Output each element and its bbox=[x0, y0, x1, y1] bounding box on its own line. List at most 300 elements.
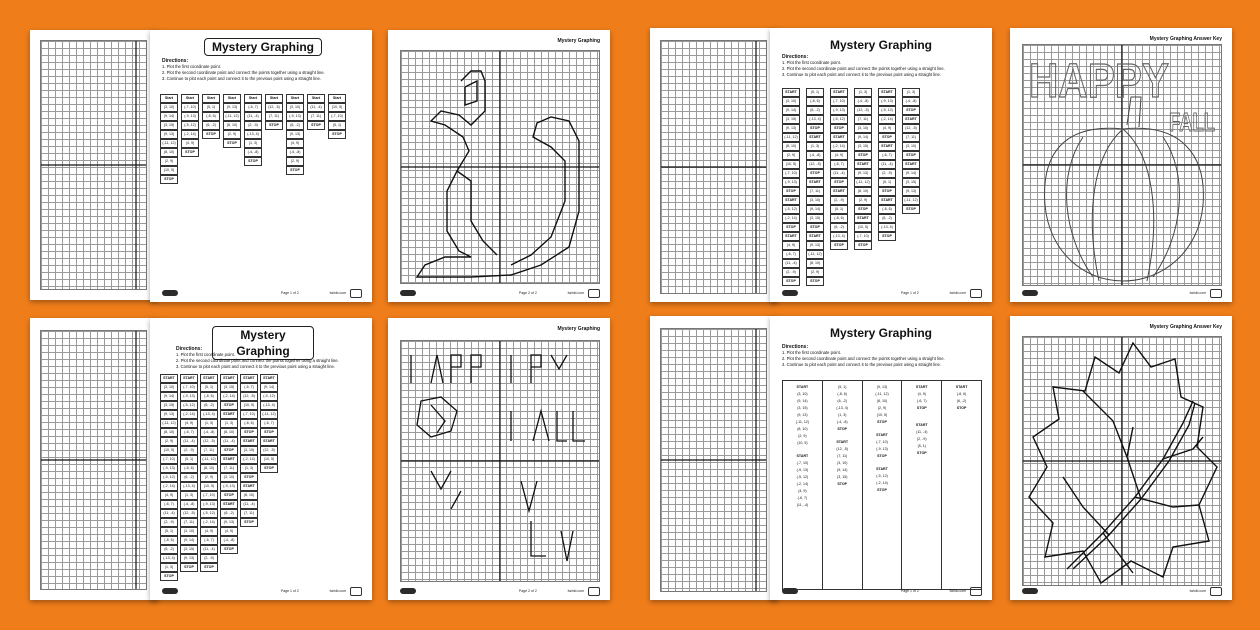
coord-cell: (10, 5) bbox=[854, 223, 872, 232]
start-cell: START bbox=[830, 88, 848, 97]
coord-cell: (3, 10) bbox=[902, 142, 920, 151]
coord-cell: (-4, -8) bbox=[180, 500, 198, 509]
coord-cell: (-5, 12) bbox=[200, 509, 218, 518]
coord-cell: (-2, 14) bbox=[796, 482, 809, 486]
coord-cell: (-2, 14) bbox=[180, 410, 198, 419]
coord-cell: (1, 3) bbox=[180, 491, 198, 500]
coord-cell: (6, -2) bbox=[956, 399, 967, 403]
start-cell: START bbox=[796, 454, 809, 458]
direction-step-3: 3. Continue to plot each point and connect it to the previous point using a straight line. bbox=[782, 362, 941, 367]
stop-cell: STOP bbox=[160, 572, 178, 581]
coord-cell: (12, -5) bbox=[240, 392, 258, 401]
coord-cell: (-5, 12) bbox=[782, 205, 800, 214]
stop-cell: STOP bbox=[806, 124, 824, 133]
page-number: Page 2 of 2 bbox=[518, 589, 537, 593]
coordinate-grid bbox=[40, 40, 147, 290]
directions-heading: Directions: bbox=[782, 344, 809, 350]
brand-logo-icon bbox=[400, 290, 416, 296]
stop-cell: STOP bbox=[830, 241, 848, 250]
page-number: Page 1 of 2 bbox=[900, 291, 919, 295]
stop-cell: STOP bbox=[806, 169, 824, 178]
start-cell: START bbox=[902, 115, 920, 124]
start-cell: Start bbox=[244, 94, 262, 103]
coord-cell: (-6, 7) bbox=[916, 399, 927, 403]
coord-cell: (10, 5) bbox=[160, 446, 178, 455]
start-cell: START bbox=[902, 160, 920, 169]
page-title: Mystery Graphing bbox=[212, 326, 314, 360]
stop-cell: STOP bbox=[854, 241, 872, 250]
coord-cell: (4, 9) bbox=[830, 151, 848, 160]
stop-cell: STOP bbox=[200, 563, 218, 572]
stop-cell: STOP bbox=[830, 124, 848, 133]
answer-page-leaf bbox=[1010, 316, 1232, 600]
start-cell: Start bbox=[307, 94, 325, 103]
coord-cell: (2, 9) bbox=[200, 473, 218, 482]
coord-cell: (3, 15) bbox=[782, 115, 800, 124]
start-cell: START bbox=[878, 88, 896, 97]
badge-icon bbox=[588, 587, 600, 596]
coord-cell: (-8, 6) bbox=[806, 97, 824, 106]
coord-cell: (5, 1) bbox=[830, 205, 848, 214]
direction-step-3: 3. Continue to plot each point and connect it to the previous point using a straight line. bbox=[162, 76, 321, 81]
coord-cell: (4, 9) bbox=[200, 527, 218, 536]
stop-cell: STOP bbox=[878, 187, 896, 196]
coord-cell: (3, 15) bbox=[160, 121, 178, 130]
coord-cell: (-2, 14) bbox=[160, 482, 178, 491]
stop-cell: STOP bbox=[782, 277, 800, 286]
coordinate-grid bbox=[1022, 336, 1222, 586]
coord-cell: (2, -9) bbox=[878, 169, 896, 178]
page-footer bbox=[156, 588, 366, 596]
start-cell: START bbox=[830, 133, 848, 142]
page-footer bbox=[776, 290, 986, 298]
stop-cell: STOP bbox=[902, 151, 920, 160]
stop-cell: STOP bbox=[202, 130, 220, 139]
start-cell: START bbox=[878, 196, 896, 205]
coord-cell: (-4, -8) bbox=[902, 97, 920, 106]
coord-cell: (2, 9) bbox=[223, 130, 241, 139]
coord-cell: (7, 11) bbox=[200, 446, 218, 455]
coord-column bbox=[160, 94, 178, 184]
coord-cell: (1, 3) bbox=[240, 464, 258, 473]
coord-cell: (4, 9) bbox=[180, 419, 198, 428]
stop-cell: STOP bbox=[260, 464, 278, 473]
stop-cell: STOP bbox=[916, 451, 927, 455]
coord-column bbox=[782, 88, 800, 286]
stop-cell: STOP bbox=[877, 488, 887, 492]
coord-cell: (2, -9) bbox=[180, 446, 198, 455]
start-cell: START bbox=[830, 187, 848, 196]
coord-cell: (2, 9) bbox=[798, 434, 807, 438]
coord-cell: (10, 5) bbox=[797, 441, 808, 445]
coord-cell: (-7, 10) bbox=[782, 169, 800, 178]
coord-column bbox=[244, 94, 262, 184]
coord-cell: (11, -4) bbox=[244, 112, 262, 121]
coord-cell: (11, -4) bbox=[878, 160, 896, 169]
coord-cell: (3, 10) bbox=[782, 97, 800, 106]
start-cell: START bbox=[200, 374, 218, 383]
coord-cell: (3, 15) bbox=[180, 545, 198, 554]
coord-cell: (1, 3) bbox=[160, 563, 178, 572]
coord-cell: (3, 15) bbox=[240, 446, 258, 455]
start-cell: START bbox=[854, 214, 872, 223]
start-cell: START bbox=[782, 196, 800, 205]
coord-cell: (9, 14) bbox=[797, 399, 808, 403]
coord-column bbox=[942, 381, 981, 589]
coord-cell: (2, -9) bbox=[782, 268, 800, 277]
coord-cell: (12, -5) bbox=[806, 160, 824, 169]
coord-cell: (11, -4) bbox=[200, 545, 218, 554]
coord-cell: (-4, -8) bbox=[200, 428, 218, 437]
coord-cell: (-2, 14) bbox=[220, 392, 238, 401]
worksheet-page-back-3 bbox=[650, 28, 778, 302]
coord-cell: (-4, -8) bbox=[244, 148, 262, 157]
coord-cell: (2, 9) bbox=[806, 268, 824, 277]
coord-cell: (7, 11) bbox=[180, 518, 198, 527]
page-number: Page 1 of 2 bbox=[280, 291, 299, 295]
coordinate-table bbox=[160, 94, 346, 184]
direction-step-3: 3. Continue to plot each point and connect it to the previous point using a straight line. bbox=[176, 364, 335, 369]
grid-axes bbox=[41, 41, 146, 289]
badge-icon bbox=[350, 587, 362, 596]
start-cell: START bbox=[915, 423, 928, 427]
coord-cell: (-11, 12) bbox=[902, 196, 920, 205]
coord-cell: (-6, 7) bbox=[260, 419, 278, 428]
coord-cell: (3, 10) bbox=[854, 124, 872, 133]
start-cell: Start bbox=[223, 94, 241, 103]
coord-cell: (-11, 12) bbox=[260, 410, 278, 419]
coord-cell: (-11, 12) bbox=[854, 178, 872, 187]
coord-cell: (-8, 6) bbox=[837, 392, 847, 396]
coord-cell: (-13, 4) bbox=[244, 130, 262, 139]
answer-page-pumpkin bbox=[1010, 28, 1232, 302]
coord-cell: (-13, 4) bbox=[830, 232, 848, 241]
coord-cell: (11, -4) bbox=[220, 437, 238, 446]
stop-cell: STOP bbox=[916, 406, 927, 410]
coord-cell: (2, 9) bbox=[782, 151, 800, 160]
stop-cell: STOP bbox=[240, 428, 258, 437]
coord-cell: (5, 1) bbox=[917, 444, 926, 448]
start-cell: START bbox=[796, 385, 809, 389]
coord-cell: (-5, 12) bbox=[796, 475, 809, 479]
coord-cell: (7, 11) bbox=[265, 112, 283, 121]
site-url: twinkl.com bbox=[1189, 589, 1206, 593]
coordinate-grid bbox=[1022, 44, 1222, 286]
coord-cell: (12, -5) bbox=[260, 446, 278, 455]
coord-cell: (-11, 12) bbox=[875, 392, 889, 396]
coord-cell: (6, -2) bbox=[806, 106, 824, 115]
coord-cell: (8, 10) bbox=[223, 121, 241, 130]
coord-cell: (-8, 6) bbox=[180, 464, 198, 473]
coord-cell: (7, 11) bbox=[854, 115, 872, 124]
coord-cell: (12, -5) bbox=[180, 509, 198, 518]
coord-cell: (9, 13) bbox=[854, 169, 872, 178]
page-footer bbox=[1016, 588, 1226, 596]
coord-cell: (2, 9) bbox=[854, 196, 872, 205]
coord-cell: (10, 5) bbox=[160, 166, 178, 175]
stop-cell: STOP bbox=[830, 178, 848, 187]
worksheet-page-back-4 bbox=[650, 316, 778, 600]
coord-cell: (3, 10) bbox=[220, 473, 238, 482]
coord-cell: (-6, 7) bbox=[240, 383, 258, 392]
coord-cell: (-11, 12) bbox=[200, 455, 218, 464]
coord-cell: (8, 10) bbox=[200, 464, 218, 473]
coord-cell: (11, -4) bbox=[782, 259, 800, 268]
coord-cell: (2, -9) bbox=[830, 196, 848, 205]
coord-cell: (6, -2) bbox=[180, 473, 198, 482]
grid-axes bbox=[661, 41, 766, 293]
coord-cell: (1, 3) bbox=[244, 139, 262, 148]
coord-column bbox=[863, 381, 903, 589]
coord-cell: (5, 1) bbox=[180, 455, 198, 464]
page-footer bbox=[1016, 290, 1226, 298]
direction-step-1: 1. Plot the first coordinate point. bbox=[162, 64, 221, 69]
coord-cell: (7, 11) bbox=[307, 112, 325, 121]
stop-cell: STOP bbox=[782, 187, 800, 196]
coord-cell: (11, -4) bbox=[830, 169, 848, 178]
coord-cell: (-6, 7) bbox=[797, 496, 808, 500]
coordinate-grid bbox=[660, 328, 767, 592]
coord-cell: (-2, 14) bbox=[830, 142, 848, 151]
coord-cell: (3, 15) bbox=[902, 178, 920, 187]
stop-cell: STOP bbox=[806, 223, 824, 232]
brand-logo-icon bbox=[782, 588, 798, 594]
coord-cell: (-4, -8) bbox=[854, 97, 872, 106]
start-cell: START bbox=[220, 374, 238, 383]
coord-cell: (-7, 10) bbox=[876, 440, 888, 444]
coord-cell: (7, 11) bbox=[837, 454, 848, 458]
directions bbox=[176, 346, 339, 370]
coord-cell: (1, 3) bbox=[806, 142, 824, 151]
brand-logo-icon bbox=[1022, 588, 1038, 594]
coord-cell: (4, 9) bbox=[160, 491, 178, 500]
coord-cell: (3, 10) bbox=[797, 392, 808, 396]
coord-cell: (-9, 13) bbox=[286, 112, 304, 121]
coord-cell: (6, -2) bbox=[220, 509, 238, 518]
coord-cell: (4, 9) bbox=[798, 489, 807, 493]
coord-cell: (-7, 10) bbox=[181, 103, 199, 112]
coord-cell: (-8, 6) bbox=[956, 392, 967, 396]
site-url: twinkl.com bbox=[949, 589, 966, 593]
worksheet-page-1 bbox=[150, 30, 372, 302]
stop-cell: STOP bbox=[220, 545, 238, 554]
coord-cell: (11, -4) bbox=[160, 509, 178, 518]
coord-cell: (12, -5) bbox=[836, 447, 848, 451]
coord-column bbox=[180, 374, 198, 581]
coord-cell: (-7, 10) bbox=[160, 455, 178, 464]
coord-cell: (-2, 14) bbox=[876, 481, 888, 485]
coord-cell: (-5, 12) bbox=[180, 401, 198, 410]
coord-cell: (9, 14) bbox=[902, 169, 920, 178]
coord-cell: (3, 10) bbox=[806, 196, 824, 205]
coord-cell: (-5, 12) bbox=[876, 474, 888, 478]
page-footer bbox=[394, 290, 604, 298]
stop-cell: STOP bbox=[854, 205, 872, 214]
coord-cell: (-9, 13) bbox=[796, 468, 809, 472]
coord-cell: (-8, 6) bbox=[830, 214, 848, 223]
answer-page-squirrel bbox=[388, 30, 610, 302]
stop-cell: STOP bbox=[877, 420, 887, 424]
stop-cell: STOP bbox=[240, 473, 258, 482]
start-cell: START bbox=[260, 437, 278, 446]
stop-cell: STOP bbox=[902, 205, 920, 214]
coord-cell: (-8, 6) bbox=[878, 205, 896, 214]
coord-cell: (9, 14) bbox=[782, 106, 800, 115]
coord-cell: (5, 1) bbox=[160, 527, 178, 536]
coord-cell: (10, 5) bbox=[328, 103, 346, 112]
start-cell: START bbox=[782, 232, 800, 241]
directions bbox=[782, 344, 945, 368]
coord-cell: (4, 9) bbox=[878, 124, 896, 133]
directions-heading: Directions: bbox=[162, 58, 189, 64]
coord-cell: (9, 13) bbox=[220, 518, 238, 527]
stop-cell: STOP bbox=[878, 133, 896, 142]
coord-cell: (-8, 6) bbox=[202, 112, 220, 121]
coord-cell: (12, -5) bbox=[200, 437, 218, 446]
coord-cell: (5, 1) bbox=[202, 103, 220, 112]
coord-cell: (-8, 6) bbox=[240, 419, 258, 428]
direction-step-2: 2. Plot the second coordinate point and connect the points together using a straight line. bbox=[176, 358, 339, 363]
stop-cell: STOP bbox=[260, 428, 278, 437]
coord-cell: (11, -4) bbox=[307, 103, 325, 112]
coord-cell: (-9, 13) bbox=[830, 106, 848, 115]
coord-cell: (10, 5) bbox=[240, 401, 258, 410]
stop-cell: STOP bbox=[223, 139, 241, 148]
coord-cell: (10, 5) bbox=[876, 413, 888, 417]
coord-cell: (-13, 4) bbox=[180, 482, 198, 491]
coord-cell: (-11, 12) bbox=[223, 112, 241, 121]
coord-cell: (-11, 12) bbox=[806, 250, 824, 259]
coord-column bbox=[160, 374, 178, 581]
coord-column bbox=[220, 374, 238, 581]
coord-cell: (-2, 14) bbox=[878, 115, 896, 124]
coord-cell: (8, 10) bbox=[220, 428, 238, 437]
coord-cell: (-5, 12) bbox=[260, 392, 278, 401]
brand-logo-icon bbox=[162, 588, 178, 594]
coord-cell: (8, 10) bbox=[782, 142, 800, 151]
directions bbox=[162, 58, 325, 82]
coord-cell: (-5, 12) bbox=[181, 121, 199, 130]
badge-icon bbox=[970, 289, 982, 298]
start-cell: START bbox=[854, 160, 872, 169]
coord-cell: (8, 10) bbox=[797, 427, 808, 431]
start-cell: START bbox=[240, 482, 258, 491]
coord-cell: (1, 3) bbox=[200, 419, 218, 428]
coord-cell: (-7, 10) bbox=[240, 410, 258, 419]
start-cell: Start bbox=[328, 94, 346, 103]
coord-cell: (-8, 6) bbox=[160, 536, 178, 545]
direction-step-1: 1. Plot the first coordinate point. bbox=[176, 352, 235, 357]
coord-cell: (-13, 4) bbox=[160, 554, 178, 563]
coord-cell: (-4, -8) bbox=[836, 420, 848, 424]
coord-cell: (2, -9) bbox=[244, 121, 262, 130]
coord-cell: (-2, 14) bbox=[181, 130, 199, 139]
coordinate-grid bbox=[40, 330, 147, 590]
brand-logo-icon bbox=[1022, 290, 1038, 296]
coord-cell: (4, 9) bbox=[286, 139, 304, 148]
coord-cell: (4, 9) bbox=[220, 527, 238, 536]
coord-column bbox=[202, 94, 220, 184]
coord-cell: (-9, 13) bbox=[220, 482, 238, 491]
stop-cell: STOP bbox=[877, 454, 887, 458]
coord-cell: (-5, 12) bbox=[160, 473, 178, 482]
coord-column bbox=[181, 94, 199, 184]
coord-cell: (3, 15) bbox=[797, 406, 808, 410]
happy-fall-pumpkin-drawing bbox=[1023, 45, 1221, 285]
stop-cell: STOP bbox=[854, 151, 872, 160]
coordinate-grid bbox=[660, 40, 767, 294]
coord-column bbox=[878, 88, 896, 286]
site-url: twinkl.com bbox=[329, 291, 346, 295]
stop-cell: STOP bbox=[806, 277, 824, 286]
stop-cell: STOP bbox=[244, 157, 262, 166]
coord-cell: (-7, 10) bbox=[854, 232, 872, 241]
coord-cell: (3, 15) bbox=[854, 142, 872, 151]
coord-cell: (9, 14) bbox=[854, 133, 872, 142]
coord-cell: (1, 3) bbox=[902, 88, 920, 97]
coord-cell: (4, 9) bbox=[181, 139, 199, 148]
coord-cell: (-7, 10) bbox=[796, 461, 809, 465]
coord-cell: (-13, 4) bbox=[878, 223, 896, 232]
coord-cell: (11, -4) bbox=[240, 500, 258, 509]
coord-cell: (-13, 4) bbox=[806, 115, 824, 124]
answer-key-word-1: HAPPY bbox=[1029, 55, 1169, 108]
answer-page-happy-fall bbox=[388, 318, 610, 600]
happy-fall-yall-drawing bbox=[401, 341, 599, 581]
coord-cell: (-7, 10) bbox=[200, 491, 218, 500]
answer-key-title: Mystery Graphing Answer Key bbox=[1149, 324, 1222, 330]
site-url: twinkl.com bbox=[1189, 291, 1206, 295]
coord-cell: (11, -4) bbox=[916, 430, 928, 434]
coord-cell: (10, 5) bbox=[200, 482, 218, 491]
page-footer bbox=[776, 588, 986, 596]
coord-cell: (11, -4) bbox=[796, 503, 809, 507]
coord-cell: (-2, 14) bbox=[240, 455, 258, 464]
coord-cell: (9, 13) bbox=[806, 241, 824, 250]
brand-logo-icon bbox=[162, 290, 178, 296]
start-cell: START bbox=[876, 467, 888, 471]
brand-logo-icon bbox=[400, 588, 416, 594]
grid-axes bbox=[661, 329, 766, 591]
coord-column bbox=[854, 88, 872, 286]
coord-cell: (7, 11) bbox=[806, 187, 824, 196]
worksheet-page-3 bbox=[770, 28, 992, 302]
start-cell: START bbox=[806, 232, 824, 241]
coord-cell: (2, 9) bbox=[160, 157, 178, 166]
stop-cell: STOP bbox=[328, 130, 346, 139]
coord-cell: (9, 13) bbox=[160, 410, 178, 419]
direction-step-2: 2. Plot the second coordinate point and connect the points together using a straight line. bbox=[782, 356, 945, 361]
stop-cell: STOP bbox=[782, 223, 800, 232]
start-cell: START bbox=[915, 385, 928, 389]
coord-cell: (1, 3) bbox=[838, 413, 847, 417]
start-cell: START bbox=[240, 437, 258, 446]
badge-icon bbox=[1210, 289, 1222, 298]
coord-cell: (8, 10) bbox=[876, 399, 888, 403]
stop-cell: STOP bbox=[837, 427, 848, 431]
coord-cell: (9, 13) bbox=[797, 413, 808, 417]
coord-cell: (2, 9) bbox=[160, 437, 178, 446]
worksheet-page-4 bbox=[770, 316, 992, 600]
stop-cell: STOP bbox=[220, 446, 238, 455]
coord-cell: (12, -5) bbox=[902, 124, 920, 133]
coord-cell: (9, 13) bbox=[876, 385, 888, 389]
coord-cell: (2, -9) bbox=[916, 437, 927, 441]
coord-cell: (6, -2) bbox=[830, 223, 848, 232]
stop-cell: STOP bbox=[220, 401, 238, 410]
directions-heading: Directions: bbox=[782, 54, 809, 60]
start-cell: START bbox=[782, 88, 800, 97]
